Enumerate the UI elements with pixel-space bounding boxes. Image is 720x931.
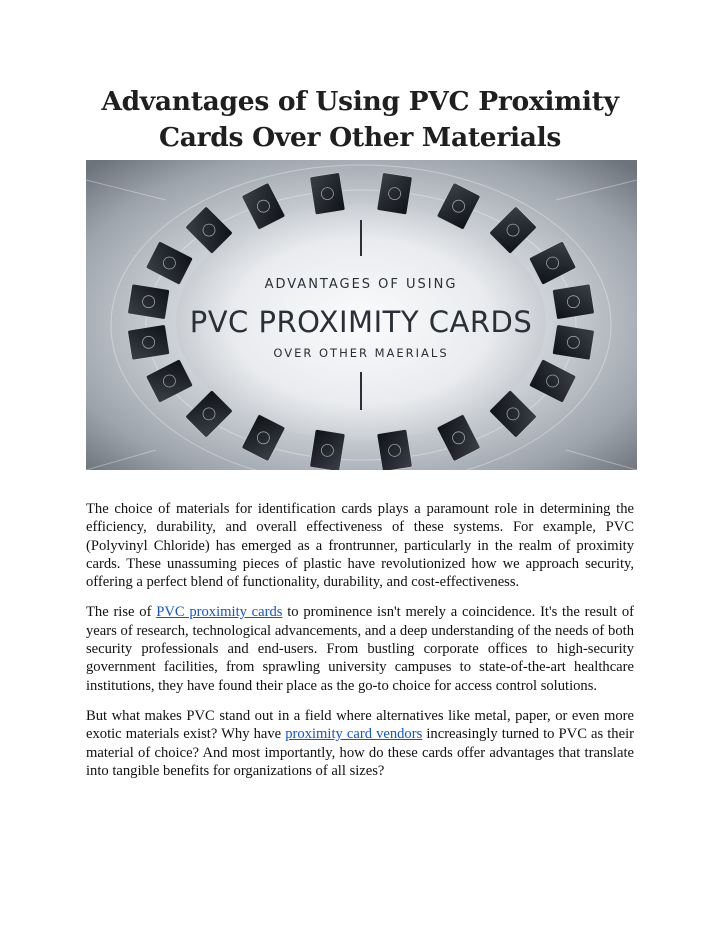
- paragraph-2-lead: The rise of: [86, 604, 157, 621]
- paragraph-1: The choice of materials for identification cards plays a paramount role in determining the efficiency, durability, and overall effectiveness of these systems. For example, PVC (Polyvinyl Chloride) has emerged as a frontrunner, particularly in the realm of proximity cards. These unassuming pieces of plastic have revolutionized how we approach security, offering a perfect blend of functionality, durability, and cost-effectiveness.: [86, 501, 634, 591]
- proximity-card: [552, 284, 594, 320]
- hero-text-line-3: OVER OTHER MAERIALS: [273, 346, 449, 360]
- hero-image: [86, 160, 637, 470]
- proximity-card: [377, 172, 413, 214]
- page-title: [60, 84, 660, 156]
- proximity-card: [127, 284, 169, 320]
- proximity-card-vendors-link[interactable]: proximity card vendors: [285, 726, 423, 743]
- hero-graphic: [86, 160, 637, 470]
- paragraph-3-lead: But what makes PVC stand out in a field where alternatives like metal, paper, or even more exotic materials exist? Why have: [86, 707, 634, 743]
- proximity-card: [310, 429, 346, 470]
- title-line-2: Cards Over Other Materials: [158, 122, 562, 153]
- proximity-card: [127, 325, 169, 361]
- article-body: [86, 500, 634, 792]
- proximity-card: [377, 429, 413, 470]
- proximity-card: [310, 172, 346, 214]
- paragraph-3-rest: increasingly turned to PVC as their material of choice? And most importantly, how do these cards offer advantages that translate into tangible benefits for organizations of all sizes?: [86, 726, 634, 779]
- paragraph-2-rest: to prominence isn't merely a coincidence. It's the result of years of research, technological advancements, and a deep understanding of the needs of both security professionals and end-users. From bustling corporate offices to high-security government facilities, from sprawling university campuses to state-of-the-art healthcare institutions, they have found their place as the go-to choice for access control solutions.: [86, 604, 634, 694]
- proximity-card: [552, 325, 594, 361]
- title-line-1: Advantages of Using PVC Proximity: [101, 86, 619, 117]
- hero-text-line-1: ADVANTAGES OF USING: [264, 277, 458, 292]
- hero-text-line-2: PVC PROXIMITY CARDS: [189, 305, 533, 339]
- paragraph-3: [86, 707, 634, 780]
- paragraph-2: [86, 603, 634, 694]
- pvc-proximity-cards-link[interactable]: PVC proximity cards: [156, 604, 283, 621]
